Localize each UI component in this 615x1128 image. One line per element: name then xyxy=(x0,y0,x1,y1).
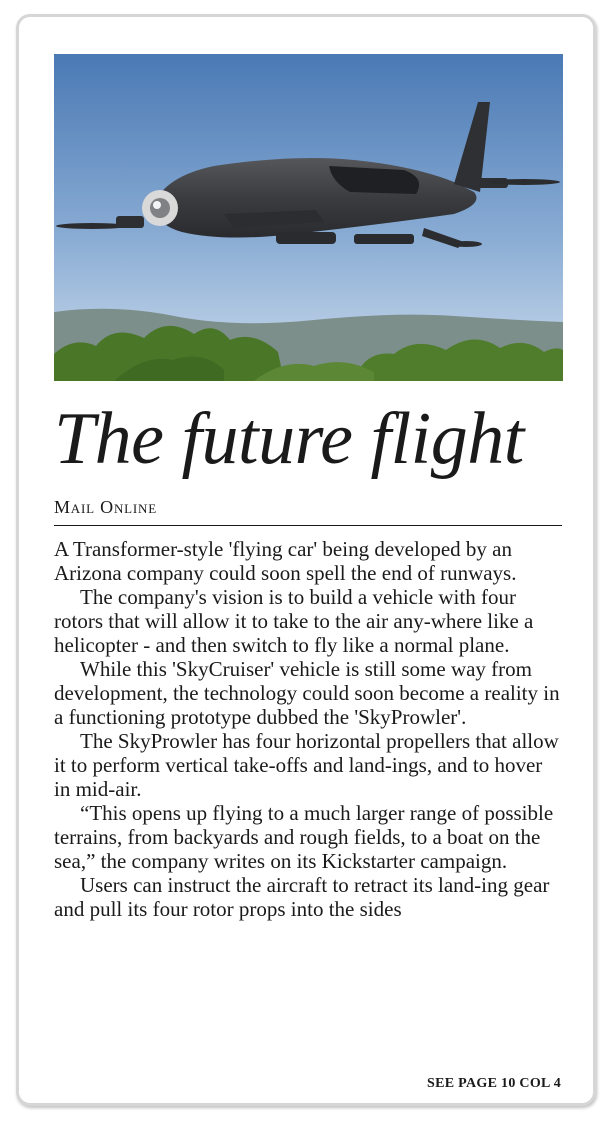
article-paragraph: The SkyProwler has four horizontal propellers that allow it to perform vertical take-offs and land-ings, and to hover in mid-air. xyxy=(54,729,559,801)
article-photo xyxy=(54,54,563,381)
article-headline: The future flight xyxy=(54,398,524,480)
article-body xyxy=(54,537,562,921)
article-paragraph: While this 'SkyCruiser' vehicle is still some way from development, the technology could soon become a reality in a functioning prototype dubbed the 'SkyProwler'. xyxy=(54,657,560,729)
article-paragraph: The company's vision is to build a vehicle with four rotors that will allow it to take to the air any-where like a helicopter - and then switch to fly like a normal plane. xyxy=(54,585,534,657)
drone-aircraft-image xyxy=(54,54,563,381)
article-paragraph: Users can instruct the aircraft to retract its land-ing gear and pull its four rotor props into the sides xyxy=(54,873,550,921)
article-paragraph: A Transformer-style 'flying car' being developed by an Arizona company could soon spell the end of runways. xyxy=(54,537,517,585)
article-source: Mail Online xyxy=(54,497,157,517)
article-paragraph: “This opens up flying to a much larger range of possible terrains, from backyards and rough fields, to a boat on the sea,” the company writes on its Kickstarter campaign. xyxy=(54,801,554,873)
headline-divider xyxy=(54,525,562,526)
continued-jump-line[interactable]: SEE PAGE 10 COL 4 xyxy=(427,1076,561,1091)
